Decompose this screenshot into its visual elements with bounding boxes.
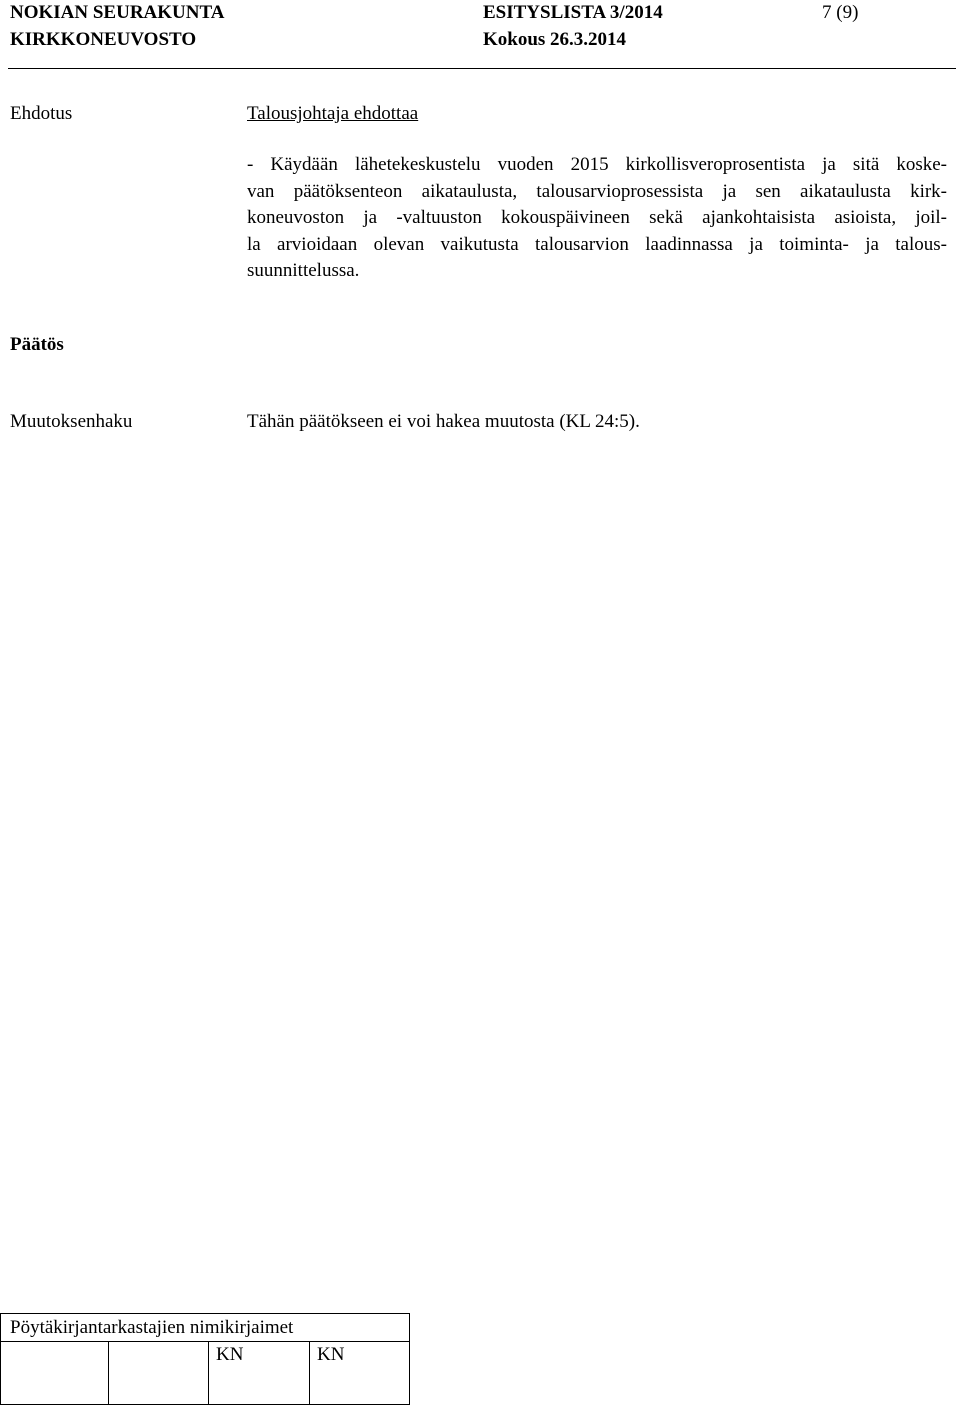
signature-initials: KN xyxy=(216,1344,244,1365)
appeal-label: Muutoksenhaku xyxy=(10,411,133,432)
page-number: 7 (9) xyxy=(822,2,859,23)
meeting-date: Kokous 26.3.2014 xyxy=(483,29,627,50)
decision-label: Päätös xyxy=(10,334,64,355)
signature-cell-divider xyxy=(108,1341,109,1405)
proposal-text xyxy=(247,152,947,285)
signature-initials: KN xyxy=(317,1344,345,1365)
proposal-label: Ehdotus xyxy=(10,103,73,124)
proposal-line: suunnittelussa. xyxy=(247,260,360,281)
organization-name: NOKIAN SEURAKUNTA xyxy=(10,2,225,23)
header-divider xyxy=(8,68,956,69)
proposal-line: - Käydään lähetekeskustelu vuoden 2015 kirkollisveroprosentista ja sitä koske- xyxy=(247,154,947,175)
proposal-line: koneuvoston ja -valtuuston kokouspäivineen sekä ajankohtaisista asioista, joil- xyxy=(247,207,947,228)
proposal-line: la arvioidaan olevan vaikutusta talousarvion laadinnassa ja toiminta- ja talous- xyxy=(247,233,947,255)
signature-cell-divider xyxy=(309,1341,310,1405)
signature-row-divider xyxy=(0,1341,410,1342)
signature-box-title: Pöytäkirjantarkastajien nimikirjaimet xyxy=(10,1317,294,1338)
signature-cell-divider xyxy=(208,1341,209,1405)
proposer-heading: Talousjohtaja ehdottaa xyxy=(247,103,419,124)
proposal-line: van päätöksenteon aikataulusta, talousarvioprosessista ja sen aikataulusta kirk- xyxy=(247,180,947,202)
document-title: ESITYSLISTA 3/2014 xyxy=(483,2,663,23)
appeal-text: Tähän päätökseen ei voi hakea muutosta (KL 24:5). xyxy=(247,411,640,432)
board-name: KIRKKONEUVOSTO xyxy=(10,29,197,50)
